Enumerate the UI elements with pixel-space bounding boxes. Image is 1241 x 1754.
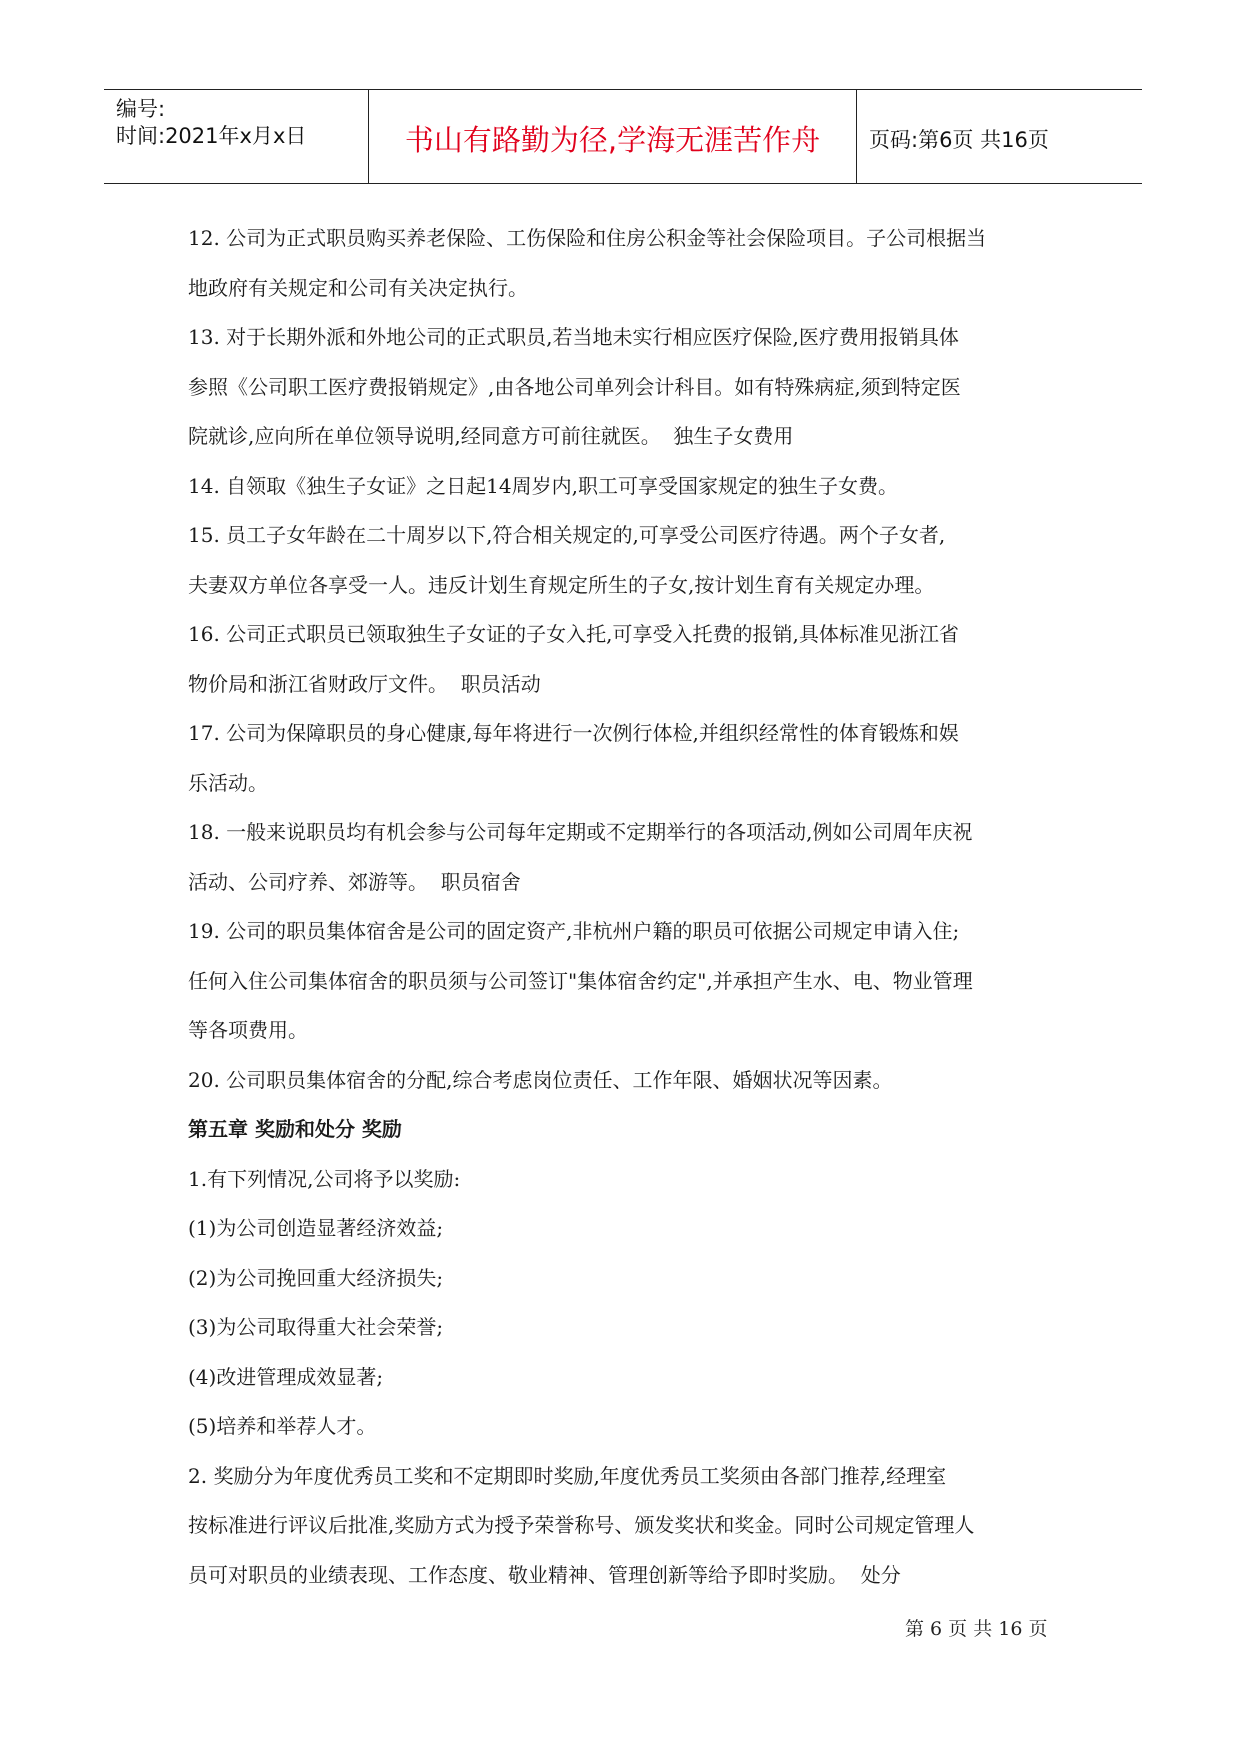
body-line: 地政府有关规定和公司有关决定执行。 <box>188 275 528 300</box>
list-item: (5)培养和举荐人才。 <box>188 1414 377 1438</box>
body-line: 17. 公司为保障职员的身心健康,每年将进行一次例行体检,并组织经常性的体育锻炼和娱 <box>188 721 959 745</box>
body-line: 院就诊,应向所在单位领导说明,经同意方可前往就医。 独生子女费用 <box>188 424 794 448</box>
header-page-cell <box>857 90 1142 183</box>
body-line: 2. 奖励分为年度优秀员工奖和不定期即时奖励,年度优秀员工奖须由各部门推荐,经理室 <box>188 1463 947 1488</box>
header-motto-cell <box>369 90 857 183</box>
list-item: (1)为公司创造显著经济效益; <box>188 1216 444 1240</box>
body-line: 12. 公司为正式职员购买养老保险、工伤保险和住房公积金等社会保险项目。子公司根据当 <box>188 226 987 250</box>
body-line: 19. 公司的职员集体宿舍是公司的固定资产,非杭州户籍的职员可依据公司规定申请入住; <box>188 919 960 943</box>
body-line: 任何入住公司集体宿舍的职员须与公司签订"集体宿舍约定",并承担产生水、电、物业管理 <box>188 968 973 993</box>
header-page-code: 页码:第6页 共16页 <box>869 128 1049 152</box>
body-line: 1.有下列情况,公司将予以奖励: <box>188 1166 461 1191</box>
body-line: 按标准进行评议后批准,奖励方式为授予荣誉称号、颁发奖状和奖金。同时公司规定管理人 <box>188 1513 975 1537</box>
document-number-label: 编号: <box>116 97 166 121</box>
body-line: 15. 员工子女年龄在二十周岁以下,符合相关规定的,可享受公司医疗待遇。两个子女者, <box>188 523 946 547</box>
list-item: (4)改进管理成效显著; <box>188 1364 384 1389</box>
document-time-label: 时间:2021年x月x日 <box>116 124 307 148</box>
chapter-heading: 第五章 奖励和处分 奖励 <box>188 1117 402 1141</box>
body-line: 物价局和浙江省财政厅文件。 职员活动 <box>188 671 541 696</box>
list-item: (3)为公司取得重大社会荣誉; <box>188 1315 444 1339</box>
body-line: 20. 公司职员集体宿舍的分配,综合考虑岗位责任、工作年限、婚姻状况等因素。 <box>188 1067 893 1092</box>
page-footer: 第 6 页 共 16 页 <box>905 1618 1048 1640</box>
body-line: 参照《公司职工医疗费报销规定》,由各地公司单列会计科目。如有特殊病症,须到特定医 <box>188 374 961 399</box>
body-line: 员可对职员的业绩表现、工作态度、敬业精神、管理创新等给予即时奖励。 处分 <box>188 1562 901 1587</box>
page-header <box>104 89 1142 184</box>
body-line: 18. 一般来说职员均有机会参与公司每年定期或不定期举行的各项活动,例如公司周年庆祝 <box>188 820 973 844</box>
document-body <box>188 214 1068 1600</box>
body-line: 活动、公司疗养、郊游等。 职员宿舍 <box>188 869 521 894</box>
body-line: 13. 对于长期外派和外地公司的正式职员,若当地未实行相应医疗保险,医疗费用报销具体 <box>188 325 959 349</box>
body-line: 等各项费用。 <box>188 1018 308 1042</box>
header-motto: 书山有路勤为径,学海无涯苦作舟 <box>404 123 821 157</box>
body-line: 16. 公司正式职员已领取独生子女证的子女入托,可享受入托费的报销,具体标准见浙江省 <box>188 622 959 646</box>
body-line: 夫妻双方单位各享受一人。违反计划生育规定所生的子女,按计划生育有关规定办理。 <box>188 572 935 597</box>
body-line: 乐活动。 <box>188 770 268 795</box>
list-item: (2)为公司挽回重大经济损失; <box>188 1265 444 1290</box>
header-info-cell <box>104 90 369 183</box>
body-line: 14. 自领取《独生子女证》之日起14周岁内,职工可享受国家规定的独生子女费。 <box>188 473 898 498</box>
